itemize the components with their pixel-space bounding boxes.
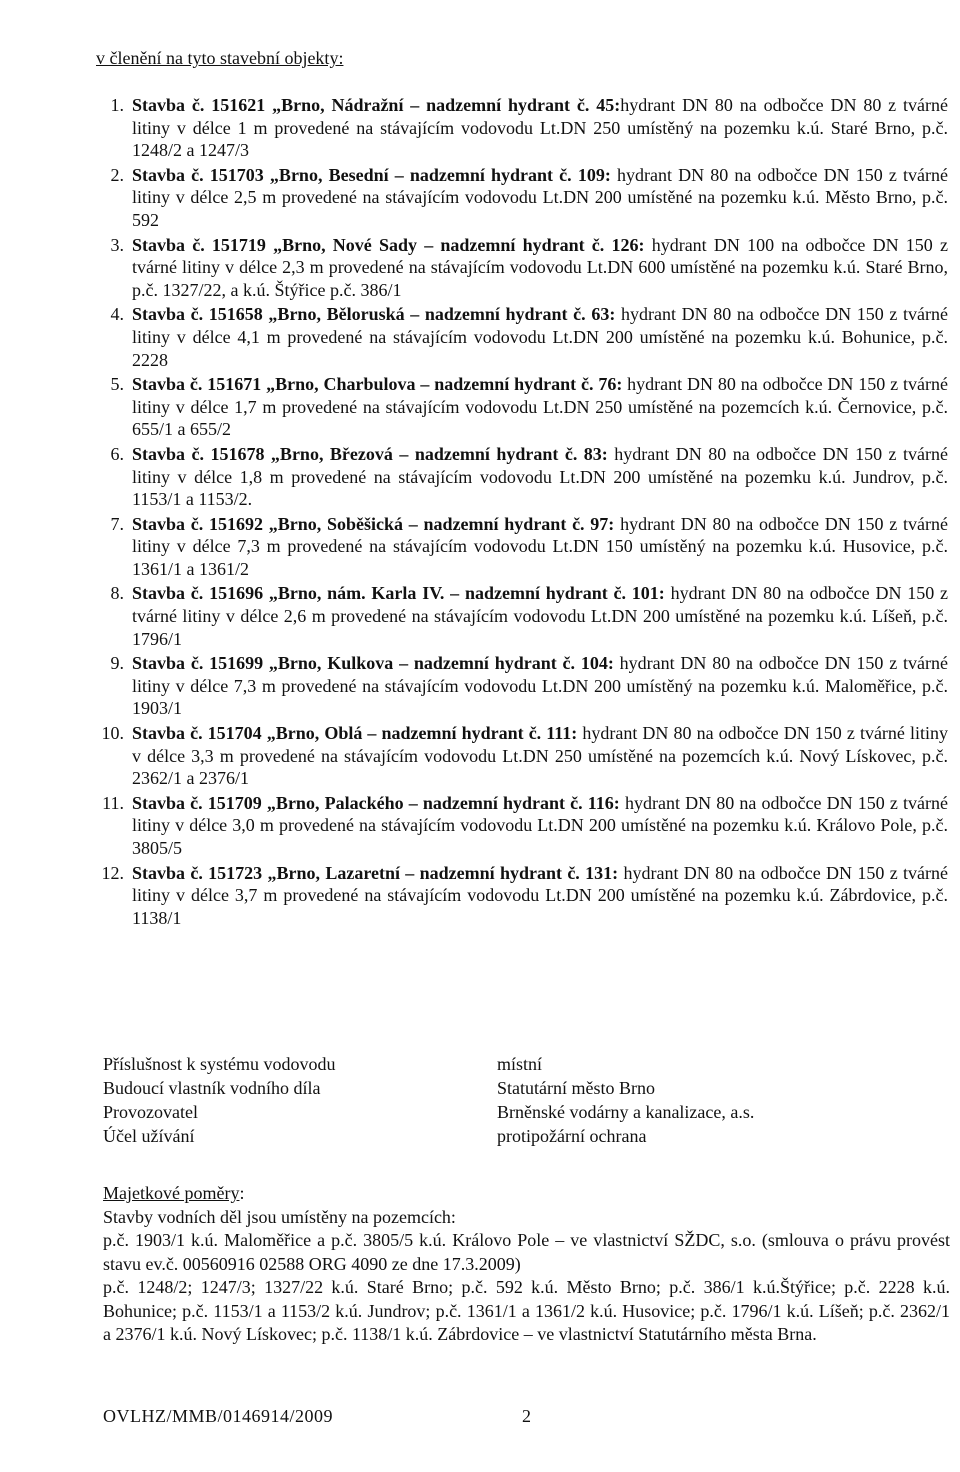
item-number: 7. bbox=[110, 513, 124, 534]
item-number: 1. bbox=[110, 95, 124, 115]
property-label: Příslušnost k systému vodovodu bbox=[103, 1054, 336, 1074]
list-item bbox=[88, 234, 948, 302]
item-number: 4. bbox=[110, 304, 124, 325]
item-number: 12. bbox=[101, 862, 124, 883]
property-row bbox=[103, 1052, 863, 1076]
item-number: 6. bbox=[110, 443, 124, 464]
item-heading: Stavba č. 151704 „Brno, Oblá – nadzemní hydrant č. 111: bbox=[132, 723, 578, 744]
list-item bbox=[88, 652, 948, 720]
structures-list bbox=[88, 94, 948, 931]
item-description: hydrant DN 80 na odbočce DN 150 z tvárné litiny v délce 3,3 m provedené na stávajícím vodovodu Lt.DN 250 umístěné na pozemcích k.ú. Nový Lískovec, p.č. 2362/1 a 2376/1 bbox=[132, 723, 948, 789]
list-item bbox=[88, 373, 948, 441]
item-number: 2. bbox=[110, 164, 124, 185]
list-item bbox=[88, 722, 948, 790]
ownership-intro: Stavby vodních děl jsou umístěny na pozemcích: bbox=[103, 1206, 456, 1227]
list-item bbox=[88, 582, 948, 650]
page-number: 2 bbox=[522, 1406, 531, 1426]
item-number: 10. bbox=[101, 723, 124, 744]
list-item bbox=[88, 94, 948, 162]
item-heading: Stavba č. 151723 „Brno, Lazaretní – nadzemní hydrant č. 131: bbox=[132, 862, 619, 883]
ownership-section bbox=[103, 1182, 950, 1347]
document-reference: OVLHZ/MMB/0146914/2009 bbox=[103, 1406, 334, 1426]
property-row bbox=[103, 1076, 863, 1100]
item-number: 9. bbox=[110, 653, 124, 674]
properties-table bbox=[103, 1052, 863, 1148]
item-number: 3. bbox=[110, 234, 124, 255]
item-number: 11. bbox=[102, 792, 124, 813]
item-description: hydrant DN 80 na odbočce DN 150 z tvárné litiny v délce 1,8 m provedené na stávajícím vodovodu Lt.DN 200 umístěné na pozemku k.ú. Jundrov, p.č. 1153/1 a 1153/2. bbox=[132, 443, 948, 510]
item-heading: Stavba č. 151696 „Brno, nám. Karla IV. – nadzemní hydrant č. 101: bbox=[132, 583, 665, 604]
item-description: hydrant DN 80 na odbočce DN 150 z tvárné litiny v délce 7,3 m provedené na stávajícím vodovodu Lt.DN 200 umístěný na pozemku k.ú. Maloměřice, p.č. 1903/1 bbox=[132, 653, 948, 719]
item-heading: Stavba č. 151719 „Brno, Nové Sady – nadzemní hydrant č. 126: bbox=[132, 234, 645, 255]
property-label: Účel užívání bbox=[103, 1126, 195, 1146]
property-label: Budoucí vlastník vodního díla bbox=[103, 1078, 321, 1098]
item-description: hydrant DN 80 na odbočce DN 150 z tvárné litiny v délce 7,3 m provedené na stávajícím vodovodu Lt.DN 150 umístěný na pozemku k.ú. Husovice, p.č. 1361/1 a 1361/2 bbox=[132, 513, 948, 579]
property-value: místní bbox=[497, 1054, 543, 1074]
item-heading: Stavba č. 151692 „Brno, Soběšická – nadzemní hydrant č. 97: bbox=[132, 513, 615, 534]
ownership-paragraph-city: p.č. 1248/2; 1247/3; 1327/22 k.ú. Staré Brno; p.č. 592 k.ú. Město Brno; p.č. 386/1 k.ú.Štýřice; p.č. 2228 k.ú. Bohunice; p.č. 1153/1 a 1153/2 k.ú. Jundrov; p.č. 1361/1 a 1361/2 k.ú. Husovice; p.č. 1796/1 k.ú. Líšeň; p.č. 2362/1 a 2376/1 k.ú. Nový Lískovec; p.č. 1138/1 k.ú. Zábrdovice – ve vlastnictví Statutárního města Brna. bbox=[103, 1277, 950, 1344]
property-label: Provozovatel bbox=[103, 1102, 198, 1122]
item-heading: Stavba č. 151671 „Brno, Charbulova – nadzemní hydrant č. 76: bbox=[132, 374, 623, 395]
item-heading: Stavba č. 151621 „Brno, Nádražní – nadzemní hydrant č. 45: bbox=[132, 95, 621, 115]
property-row bbox=[103, 1100, 863, 1124]
item-description: hydrant DN 80 na odbočce DN 150 z tvárné litiny v délce 3,7 m provedené na stávajícím vodovodu Lt.DN 200 umístěné na pozemku k.ú. Zábrdovice, p.č. 1138/1 bbox=[132, 862, 949, 928]
property-row bbox=[103, 1124, 863, 1148]
item-number: 8. bbox=[110, 583, 124, 604]
item-number: 5. bbox=[110, 374, 124, 395]
item-heading: Stavba č. 151699 „Brno, Kulkova – nadzemní hydrant č. 104: bbox=[132, 653, 614, 674]
property-value: Brněnské vodárny a kanalizace, a.s. bbox=[497, 1102, 755, 1122]
item-heading: Stavba č. 151703 „Brno, Besední – nadzemní hydrant č. 109: bbox=[132, 164, 611, 185]
ownership-heading-colon: : bbox=[239, 1183, 245, 1203]
property-value: protipožární ochrana bbox=[497, 1126, 647, 1146]
list-item bbox=[88, 862, 948, 930]
item-description: hydrant DN 80 na odbočce DN 150 z tvárné litiny v délce 1,7 m provedené na stávajícím vodovodu Lt.DN 250 umístěné na pozemcích k.ú. Černovice, p.č. 655/1 a 655/2 bbox=[132, 374, 948, 440]
item-description: hydrant DN 80 na odbočce DN 150 z tvárné litiny v délce 2,6 m provedené na stávajícím vodovodu Lt.DN 200 umístěné na pozemku k.ú. Líšeň, p.č. 1796/1 bbox=[132, 583, 948, 649]
ownership-paragraph-szdc: p.č. 1903/1 k.ú. Maloměřice a p.č. 3805/5 k.ú. Královo Pole – ve vlastnictví SŽDC, s.o. (smlouva o právu provést stavu ev.č. 00560916 02588 ORG 4090 ze dne 17.3.2009) bbox=[103, 1230, 950, 1274]
list-item bbox=[88, 303, 948, 371]
item-description: hydrant DN 80 na odbočce DN 150 z tvárné litiny v délce 2,5 m provedené na stávajícím vodovodu Lt.DN 200 umístěné na pozemku k.ú. Město Brno, p.č. 592 bbox=[132, 164, 948, 230]
item-description: hydrant DN 100 na odbočce DN 150 z tvárné litiny v délce 2,3 m provedené na stávajícím vodovodu Lt.DN 600 umístěné na pozemku k.ú. Staré Brno, p.č. 1327/22, a k.ú. Štýřice p.č. 386/1 bbox=[132, 234, 948, 300]
ownership-heading: Majetkové poměry bbox=[103, 1183, 240, 1203]
item-heading: Stavba č. 151709 „Brno, Palackého – nadzemní hydrant č. 116: bbox=[132, 792, 620, 813]
list-item bbox=[88, 164, 948, 232]
ownership-heading-line bbox=[103, 1182, 950, 1206]
list-item bbox=[88, 443, 948, 511]
intro-heading: v členění na tyto stavební objekty: bbox=[96, 48, 344, 68]
list-item bbox=[88, 513, 948, 581]
property-value: Statutární město Brno bbox=[497, 1078, 655, 1098]
list-item bbox=[88, 792, 948, 860]
item-heading: Stavba č. 151658 „Brno, Běloruská – nadzemní hydrant č. 63: bbox=[132, 304, 616, 325]
item-description: hydrant DN 80 na odbočce DN 150 z tvárné litiny v délce 3,0 m provedené na stávajícím vodovodu Lt.DN 200 umístěné na pozemku k.ú. Královo Pole, p.č. 3805/5 bbox=[132, 792, 948, 858]
item-description: hydrant DN 80 na odbočce DN 150 z tvárné litiny v délce 4,1 m provedené na stávajícím vodovodu Lt.DN 200 umístěné na pozemku k.ú. Bohunice, p.č. 2228 bbox=[132, 304, 948, 370]
item-heading: Stavba č. 151678 „Brno, Březová – nadzemní hydrant č. 83: bbox=[132, 443, 608, 464]
item-description: hydrant DN 80 na odbočce DN 80 z tvárné litiny v délce 1 m provedené na stávajícím vodovodu Lt.DN 250 umístěný na pozemku k.ú. Staré Brno, p.č. 1248/2 a 1247/3 bbox=[132, 95, 948, 161]
